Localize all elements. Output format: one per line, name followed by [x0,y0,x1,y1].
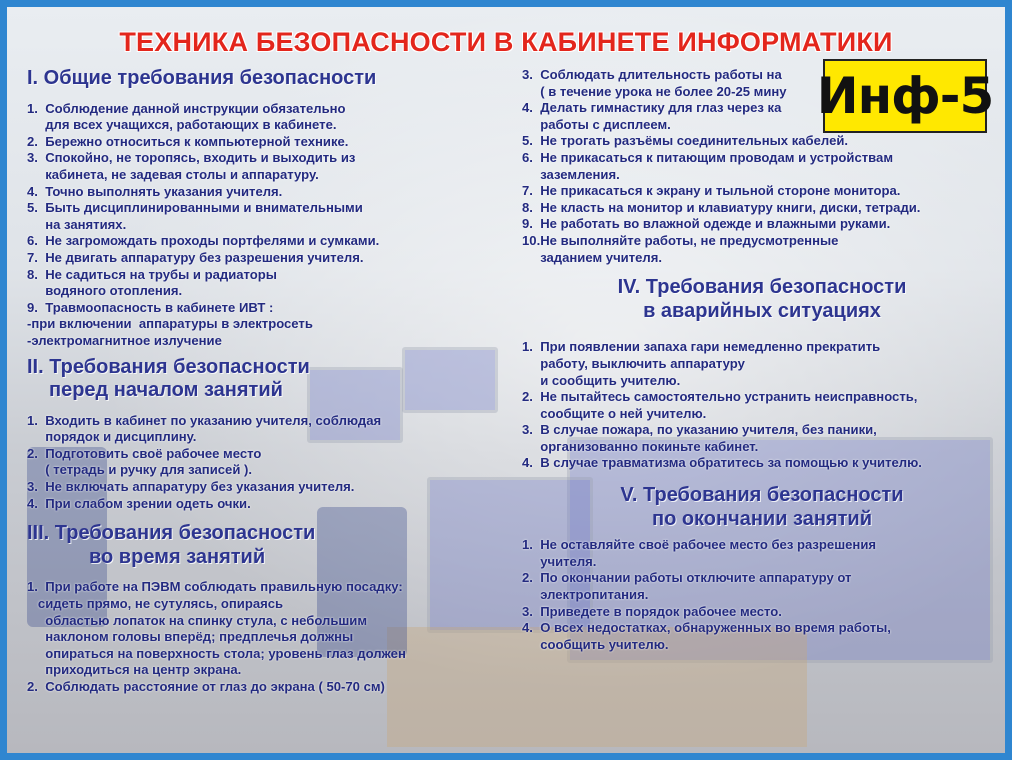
list-item: 1. Входить в кабинет по указанию учителя, соблюдая [27,412,382,428]
poster-title: ТЕХНИКА БЕЗОПАСНОСТИ В КАБИНЕТЕ ИНФОРМАТИКИ [119,27,893,57]
section-emergency [522,276,1002,472]
list-item: 4. При слабом зрении одеть очки. [27,495,251,511]
list-item: 3. Соблюдать длительность работы на [522,67,782,82]
list-item: 8. Не класть на монитор и клавиатуру книги, диски, тетради. [522,199,921,215]
item-list [522,339,1002,472]
list-item: 4. Точно выполнять указания учителя. [27,183,283,199]
section-title: III. Требования безопасности [27,522,316,545]
list-item: водяного отопления. [27,283,183,299]
list-item: электропитания. [522,587,649,603]
list-item: 9. Не работать во влажной одежде и влажными руками. [522,216,891,232]
item-list [522,537,1002,653]
list-item: 7. Не прикасаться к экрану и тыльной стороне монитора. [522,183,901,199]
list-item: 2. Подготовить своё рабочее место [27,445,262,461]
item-list [27,101,497,350]
section-title: по окончании занятий [651,507,872,530]
list-item: ( в течение урока не более 20-25 мину [522,83,787,99]
list-item: кабинета, не задевая столы и аппаратуру. [27,166,319,182]
list-item: порядок и дисциплину. [27,429,197,445]
section-title: V. Требования безопасности [620,484,904,507]
list-item: 4. Делать гимнастику для глаз через ка [522,100,782,116]
list-item: 1. При появлении запаха гари немедленно прекратить [522,339,881,355]
list-item: 5. Не трогать разъёмы соединительных кабелей. [522,133,849,149]
list-item: работу, выключить аппаратуру [522,355,745,371]
list-item: 4. В случае травматизма обратитесь за помощью к учителю. [522,455,922,471]
list-item: 3. Не включать аппаратуру без указания учителя. [27,479,355,495]
list-item: организованно покиньте кабинет. [522,438,759,454]
list-item: 1. Не оставляйте своё рабочее место без разрешения [522,537,877,553]
list-item: 3. Приведете в порядок рабочее место. [522,603,782,619]
list-item: 1. При работе на ПЭВМ соблюдать правильную посадку: [27,579,403,595]
section-title: II. Требования безопасности [27,355,310,378]
list-item: опираться на поверхность стола; уровень глаз должен [27,645,406,661]
list-item: 5. Быть дисциплинированными и внимательными [27,200,363,216]
left-column [27,67,497,696]
list-item: 2. Соблюдать расстояние от глаз до экрана ( 50-70 см) [27,679,385,694]
list-item: и сообщить учителю. [522,372,681,388]
section-title: перед началом занятий [49,379,283,402]
list-item: сидеть прямо, не сутулясь, опираясь [27,596,284,612]
list-item: учителя. [522,553,597,569]
list-item: сообщите о ней учителю. [522,405,707,421]
list-item: сообщить учителю. [522,636,669,652]
list-item: ( тетрадь и ручку для записей ). [27,462,253,478]
section-title: в аварийных ситуациях [643,299,881,322]
list-item: на занятиях. [27,216,127,232]
list-item: 10.Не выполняйте работы, не предусмотренные [522,232,839,248]
section-title: во время занятий [89,545,266,568]
list-item: для всех учащихся, работающих в кабинете. [27,117,337,133]
right-column [522,67,1002,653]
section-during-class [27,522,497,695]
list-item: работы с дисплеем. [522,116,671,132]
list-item: 6. Не загромождать проходы портфелями и сумками. [27,233,380,249]
list-item: 8. Не садиться на трубы и радиаторы [27,266,277,282]
list-item: областью лопаток на спинку стула, с небольшим [27,612,368,628]
list-item: 2. Бережно относиться к компьютерной технике. [27,133,349,149]
section-before-class [27,356,497,513]
section-after-class [522,484,1002,653]
list-item: 6. Не прикасаться к питающим проводам и устройствам [522,149,894,165]
list-item: -электромагнитное излучение [27,332,222,348]
list-item: 2. Не пытайтесь самостоятельно устранить неисправность, [522,389,918,405]
list-item: 9. Травмоопасность в кабинете ИВТ : [27,299,274,315]
section-title: I. Общие требования безопасности [27,67,377,89]
item-list [522,67,1002,266]
item-list [27,413,497,513]
item-list [27,579,497,695]
list-item: заземления. [522,166,620,182]
list-item: 3. Спокойно, не торопясь, входить и выходить из [27,150,356,166]
room-badge: Инф-5 [823,59,987,133]
list-item: наклоном головы вперёд; предплечья должны [27,629,354,645]
list-item: 4. О всех недостатках, обнаруженных во время работы, [522,620,891,636]
list-item: 7. Не двигать аппаратуру без разрешения учителя. [27,249,364,265]
section-title: IV. Требования безопасности [617,276,907,299]
list-item: 1. Соблюдение данной инструкции обязательно [27,100,346,116]
list-item: 3. В случае пожара, по указанию учителя, без паники, [522,422,877,438]
section-general [27,67,497,350]
list-item: -при включении аппаратуры в электросеть [27,316,313,332]
list-item: заданием учителя. [522,249,663,265]
list-item: приходиться на центр экрана. [27,662,242,678]
list-item: 2. По окончании работы отключите аппаратуру от [522,570,852,586]
